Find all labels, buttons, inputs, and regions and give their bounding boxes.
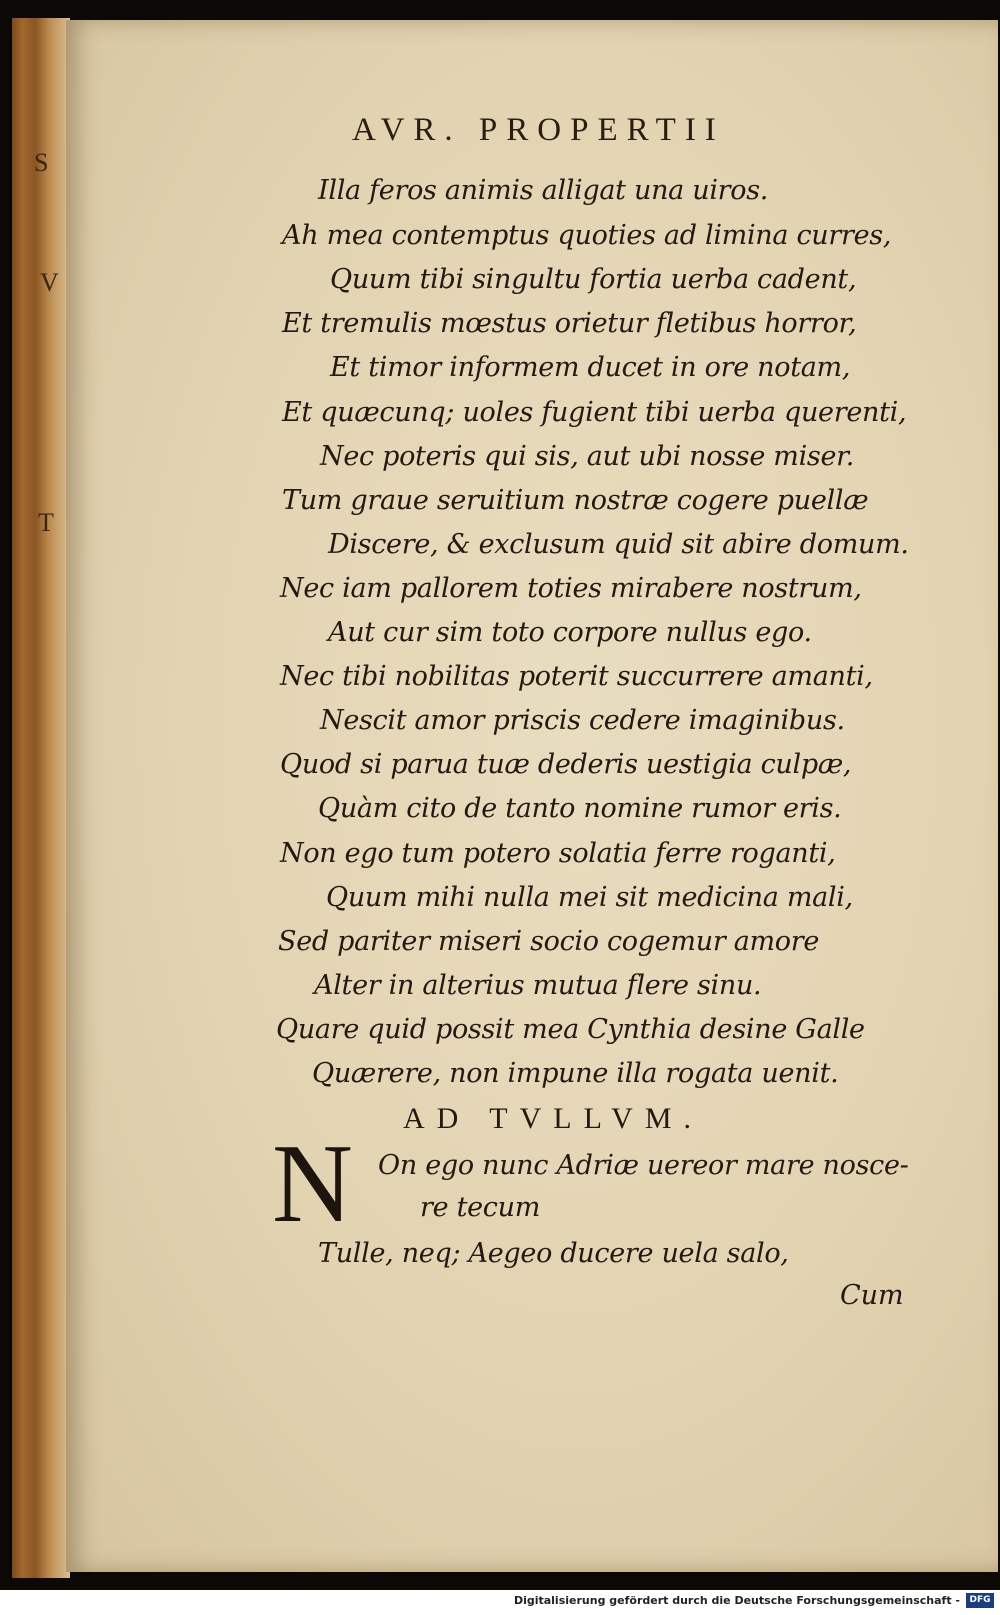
verse-line: On ego nunc Adriæ uereor mare nosce- [378, 1150, 909, 1181]
footer-bar [0, 1590, 1000, 1615]
verse-line: Nescit amor priscis cedere imaginibus. [320, 705, 845, 736]
verse-line: Quum tibi singultu fortia uerba cadent, [330, 264, 857, 295]
verse-line: Quàm cito de tanto nomine rumor eris. [318, 793, 842, 824]
verse-line: Quare quid possit mea Cynthia desine Galle [276, 1014, 865, 1045]
verse-line: Illa feros animis alligat una uiros. [318, 175, 769, 206]
book-binding: S V T [12, 18, 70, 1578]
verse-line: Et tremulis mœstus orietur fletibus horror, [282, 308, 857, 339]
catchword: Cum [840, 1280, 904, 1311]
verse-line: Nec poteris qui sis, aut ubi nosse miser. [320, 441, 855, 472]
section-heading: AD TVLLVM. [403, 1102, 704, 1135]
verse-line: Tulle, neq; Aegeo ducere uela salo, [318, 1238, 789, 1269]
running-title: AVR. PROPERTII [352, 112, 725, 148]
verse-line: Nec iam pallorem toties mirabere nostrum, [280, 573, 862, 604]
verse-line: Alter in alterius mutua flere sinu. [314, 970, 762, 1001]
verse-line: Quærere, non impune illa rogata uenit. [312, 1058, 839, 1089]
verse-line: Quod si parua tuæ dederis uestigia culpæ, [280, 749, 852, 780]
verse-line: Discere, & exclusum quid sit abire domum. [328, 529, 909, 560]
verse-line: Sed pariter miseri socio cogemur amore [278, 926, 820, 957]
verse-line: Et quæcunq; uoles fugient tibi uerba querenti, [282, 397, 907, 428]
drop-capital: N [272, 1122, 353, 1246]
verse-line: Tum graue seruitium nostræ cogere puellæ [282, 485, 869, 516]
verse-line: Quum mihi nulla mei sit medicina mali, [326, 882, 853, 913]
verse-line: re tecum [420, 1192, 541, 1223]
verse-line: Ah mea contemptus quoties ad limina curres, [282, 220, 892, 251]
verse-line: Et timor informem ducet in ore notam, [330, 352, 851, 383]
verse-line: Non ego tum potero solatia ferre roganti, [280, 838, 836, 869]
dfg-logo-icon: DFG [966, 1593, 994, 1608]
verse-line: Nec tibi nobilitas poterit succurrere amanti, [280, 661, 873, 692]
funding-credit: Digitalisierung gefördert durch die Deutsche Forschungsgemeinschaft - [513, 1594, 960, 1607]
verse-line: Aut cur sim toto corpore nullus ego. [328, 617, 812, 648]
